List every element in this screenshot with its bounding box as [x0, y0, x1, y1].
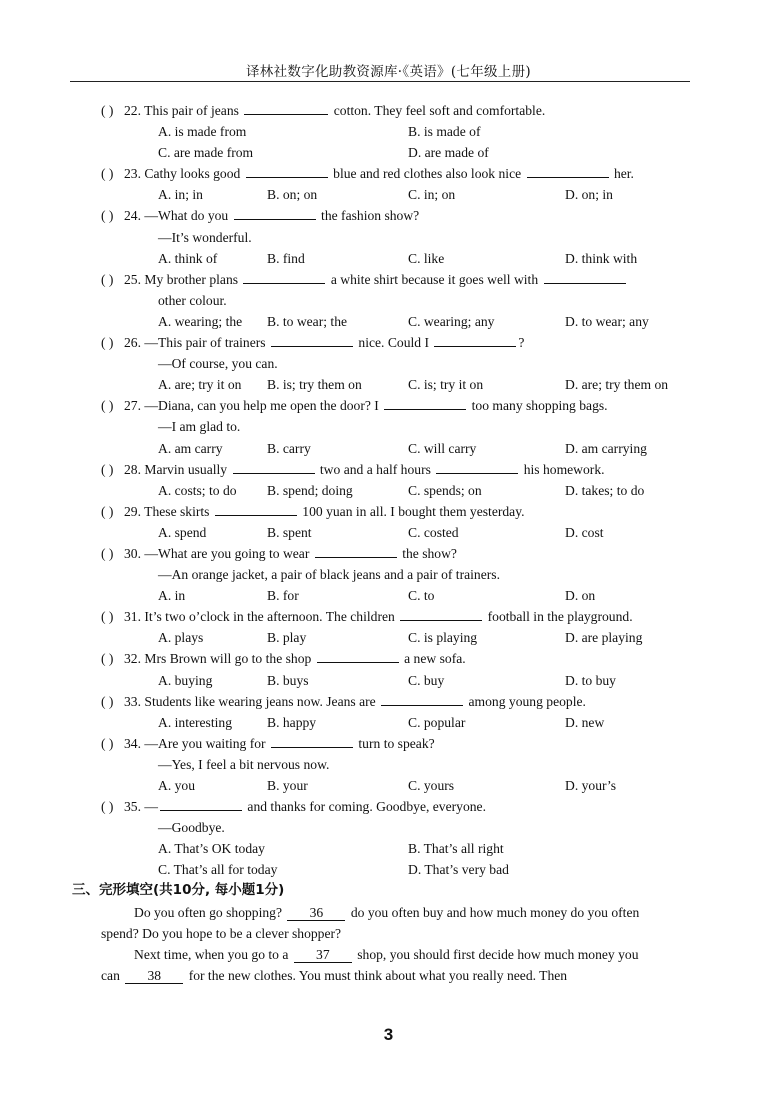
- option-c[interactable]: C. in; on: [408, 187, 456, 203]
- option-c[interactable]: C. spends; on: [408, 482, 482, 498]
- option-a[interactable]: A. costs; to do: [158, 482, 237, 498]
- question-30: [0, 543, 777, 564]
- options-row: [0, 480, 777, 501]
- option-d[interactable]: D. are playing: [565, 630, 643, 646]
- cloze-blank-36[interactable]: 36: [287, 906, 345, 921]
- answer-bracket[interactable]: ( ): [101, 103, 114, 118]
- answer-blank: [434, 333, 516, 347]
- response-text: —I am glad to.: [158, 419, 241, 435]
- question-27: [0, 395, 777, 416]
- option-d[interactable]: D. on; in: [565, 187, 613, 203]
- answer-bracket[interactable]: ( ): [101, 609, 114, 625]
- options-row: [0, 311, 777, 332]
- option-a[interactable]: A. plays: [158, 630, 204, 646]
- option-b[interactable]: B. to wear; the: [267, 313, 348, 329]
- response-text: —Yes, I feel a bit nervous now.: [158, 756, 330, 772]
- question-29: [0, 501, 777, 522]
- option-a[interactable]: A. wearing; the: [158, 313, 243, 329]
- option-c[interactable]: C. are made from: [158, 145, 254, 161]
- question-continuation: [0, 290, 777, 311]
- option-b[interactable]: B. find: [267, 250, 305, 266]
- option-a[interactable]: A. That’s OK today: [158, 841, 265, 857]
- response-text: —It’s wonderful.: [158, 229, 252, 245]
- option-c[interactable]: C. buy: [408, 672, 445, 688]
- answer-blank: [234, 206, 316, 220]
- option-c[interactable]: C. popular: [408, 714, 466, 730]
- options-row: [0, 374, 777, 395]
- answer-blank: [544, 270, 626, 284]
- question-text: 24. —What do you the fashion show?: [124, 208, 420, 224]
- option-b[interactable]: B. spent: [267, 524, 312, 540]
- cloze-paragraph-line: [0, 902, 777, 923]
- answer-bracket[interactable]: ( ): [101, 651, 114, 667]
- answer-bracket[interactable]: ( ): [101, 208, 114, 224]
- dialogue-line: [0, 416, 777, 437]
- option-a[interactable]: A. spend: [158, 524, 207, 540]
- options-row: [0, 712, 777, 733]
- option-b[interactable]: B. spend; doing: [267, 482, 353, 498]
- option-d[interactable]: D. on: [565, 588, 596, 604]
- option-c[interactable]: C. like: [408, 250, 445, 266]
- option-a[interactable]: A. is made from: [158, 124, 247, 140]
- question-28: [0, 459, 777, 480]
- section-heading: [0, 880, 777, 901]
- question-25: [0, 269, 777, 290]
- answer-blank: [271, 734, 353, 748]
- question-33: [0, 691, 777, 712]
- exercise-content: [0, 100, 777, 986]
- option-d[interactable]: D. That’s very bad: [408, 862, 509, 878]
- option-d[interactable]: D. are made of: [408, 145, 489, 161]
- cloze-text: can 38 for the new clothes. You must think about what you really need. Then: [101, 967, 568, 983]
- cloze-paragraph-line: [0, 923, 777, 944]
- option-c[interactable]: C. is playing: [408, 630, 478, 646]
- option-a[interactable]: A. am carry: [158, 440, 223, 456]
- option-b[interactable]: B. That’s all right: [408, 841, 504, 857]
- option-c[interactable]: C. is; try it on: [408, 377, 484, 393]
- option-b[interactable]: B. on; on: [267, 187, 318, 203]
- option-b[interactable]: B. play: [267, 630, 307, 646]
- option-b[interactable]: B. is made of: [408, 124, 481, 140]
- option-b[interactable]: B. your: [267, 778, 308, 793]
- option-a[interactable]: A. are; try it on: [158, 377, 242, 393]
- option-a[interactable]: A. think of: [158, 250, 218, 266]
- options-row: [0, 627, 777, 648]
- response-text: —Of course, you can.: [158, 356, 278, 372]
- question-text: 33. Students like wearing jeans now. Jeans are among young people.: [124, 693, 586, 709]
- dialogue-line: [0, 817, 777, 838]
- cloze-blank-37[interactable]: 37: [294, 948, 352, 963]
- answer-bracket[interactable]: ( ): [101, 335, 114, 351]
- option-b[interactable]: B. for: [267, 588, 299, 604]
- question-26: [0, 332, 777, 353]
- options-row: [0, 438, 777, 459]
- answer-bracket[interactable]: ( ): [101, 271, 114, 287]
- option-d[interactable]: D. to wear; any: [565, 313, 649, 329]
- answer-blank: [244, 101, 328, 115]
- answer-blank: [271, 333, 353, 347]
- answer-bracket[interactable]: ( ): [101, 398, 114, 414]
- option-a[interactable]: A. you: [158, 778, 196, 793]
- question-text: 27. —Diana, can you help me open the door? I too many shopping bags.: [124, 398, 608, 414]
- option-d[interactable]: D. to buy: [565, 672, 616, 688]
- question-text: 23. Cathy looks good blue and red clothes also look nice her.: [124, 166, 634, 182]
- options-row: [0, 585, 777, 606]
- question-text: 30. —What are you going to wear the show?: [124, 545, 457, 561]
- options-row: [0, 859, 777, 880]
- option-c[interactable]: C. yours: [408, 778, 455, 793]
- question-text: 31. It’s two o’clock in the afternoon. The children football in the playground.: [124, 609, 633, 625]
- question-text: 28. Marvin usually two and a half hours his homework.: [124, 461, 605, 477]
- question-35: [0, 796, 777, 817]
- answer-blank: [243, 270, 325, 284]
- answer-blank: [384, 396, 466, 410]
- response-text: —An orange jacket, a pair of black jeans and a pair of trainers.: [158, 567, 500, 583]
- answer-blank: [527, 164, 609, 178]
- option-c[interactable]: C. wearing; any: [408, 313, 495, 329]
- dialogue-line: [0, 353, 777, 374]
- answer-bracket[interactable]: ( ): [101, 503, 114, 519]
- question-text: 25. My brother plans a white shirt because it goes well with: [124, 269, 628, 290]
- option-a[interactable]: A. buying: [158, 672, 213, 688]
- question-text: 26. —This pair of trainers nice. Could I ?: [124, 335, 525, 351]
- option-b[interactable]: B. happy: [267, 714, 317, 730]
- option-b[interactable]: B. carry: [267, 440, 311, 456]
- option-d[interactable]: D. takes; to do: [565, 482, 645, 498]
- dialogue-line: [0, 564, 777, 585]
- cloze-text: Do you often go shopping? 36 do you often buy and how much money do you often: [134, 904, 640, 920]
- answer-bracket[interactable]: ( ): [101, 799, 114, 815]
- option-d[interactable]: D. are; try them on: [565, 377, 669, 393]
- options-row: [0, 775, 777, 796]
- question-34: [0, 733, 777, 754]
- question-text: 35. — and thanks for coming. Goodbye, everyone.: [124, 799, 486, 815]
- option-c[interactable]: C. to: [408, 588, 435, 604]
- option-d[interactable]: D. your’s: [565, 778, 617, 793]
- answer-bracket[interactable]: ( ): [101, 735, 114, 751]
- header-rule: [70, 81, 690, 82]
- option-c[interactable]: C. That’s all for today: [158, 862, 278, 878]
- option-c[interactable]: C. costed: [408, 524, 459, 540]
- question-text: 34. —Are you waiting for turn to speak?: [124, 735, 435, 751]
- question-24: [0, 205, 777, 226]
- options-row: [0, 142, 777, 163]
- dialogue-line: [0, 227, 777, 248]
- answer-blank: [381, 692, 463, 706]
- option-c[interactable]: C. will carry: [408, 440, 477, 456]
- cloze-text: Next time, when you go to a 37 shop, you should first decide how much money you: [134, 946, 639, 962]
- question-text: 29. These skirts 100 yuan in all. I bought them yesterday.: [124, 503, 525, 519]
- option-b[interactable]: B. buys: [267, 672, 309, 688]
- option-a[interactable]: A. interesting: [158, 714, 232, 730]
- cloze-text: spend? Do you hope to be a clever shopper?: [101, 925, 342, 941]
- cloze-paragraph-line: [0, 944, 777, 965]
- page-header: 译林社数字化助教资源库·《英语》(七年级上册): [246, 64, 531, 80]
- question-text: 32. Mrs Brown will go to the shop a new sofa.: [124, 651, 466, 667]
- question-text: 22. This pair of jeans cotton. They feel soft and comfortable.: [124, 103, 546, 118]
- section-title: 三、完形填空(共10分, 每小题1分): [72, 882, 285, 899]
- option-a[interactable]: A. in; in: [158, 187, 203, 203]
- option-d[interactable]: D. think with: [565, 250, 638, 266]
- cloze-blank-38[interactable]: 38: [125, 969, 183, 984]
- answer-blank: [246, 164, 328, 178]
- answer-blank: [215, 502, 297, 516]
- options-row: [0, 522, 777, 543]
- question-22: [0, 100, 777, 121]
- page-number: 3: [383, 1025, 394, 1044]
- option-b[interactable]: B. is; try them on: [267, 377, 362, 393]
- continuation-text: other colour.: [158, 292, 227, 308]
- dialogue-line: [0, 754, 777, 775]
- answer-bracket[interactable]: ( ): [101, 693, 114, 709]
- question-31: [0, 606, 777, 627]
- response-text: —Goodbye.: [158, 820, 225, 836]
- answer-blank: [317, 649, 399, 663]
- options-row: [0, 248, 777, 269]
- question-32: [0, 648, 777, 669]
- answer-blank: [233, 460, 315, 474]
- option-d[interactable]: D. am carrying: [565, 440, 647, 456]
- answer-blank: [160, 797, 242, 811]
- cloze-paragraph-line: [0, 965, 777, 986]
- options-row: [0, 838, 777, 859]
- answer-blank: [436, 460, 518, 474]
- question-23: [0, 163, 777, 184]
- option-d[interactable]: D. cost: [565, 524, 604, 540]
- options-row: [0, 184, 777, 205]
- answer-blank: [400, 607, 482, 621]
- option-d[interactable]: D. new: [565, 714, 605, 730]
- option-a[interactable]: A. in: [158, 588, 186, 604]
- answer-blank: [315, 544, 397, 558]
- answer-bracket[interactable]: ( ): [101, 166, 114, 182]
- options-row: [0, 670, 777, 691]
- answer-bracket[interactable]: ( ): [101, 461, 114, 477]
- answer-bracket[interactable]: ( ): [101, 545, 114, 561]
- options-row: [0, 121, 777, 142]
